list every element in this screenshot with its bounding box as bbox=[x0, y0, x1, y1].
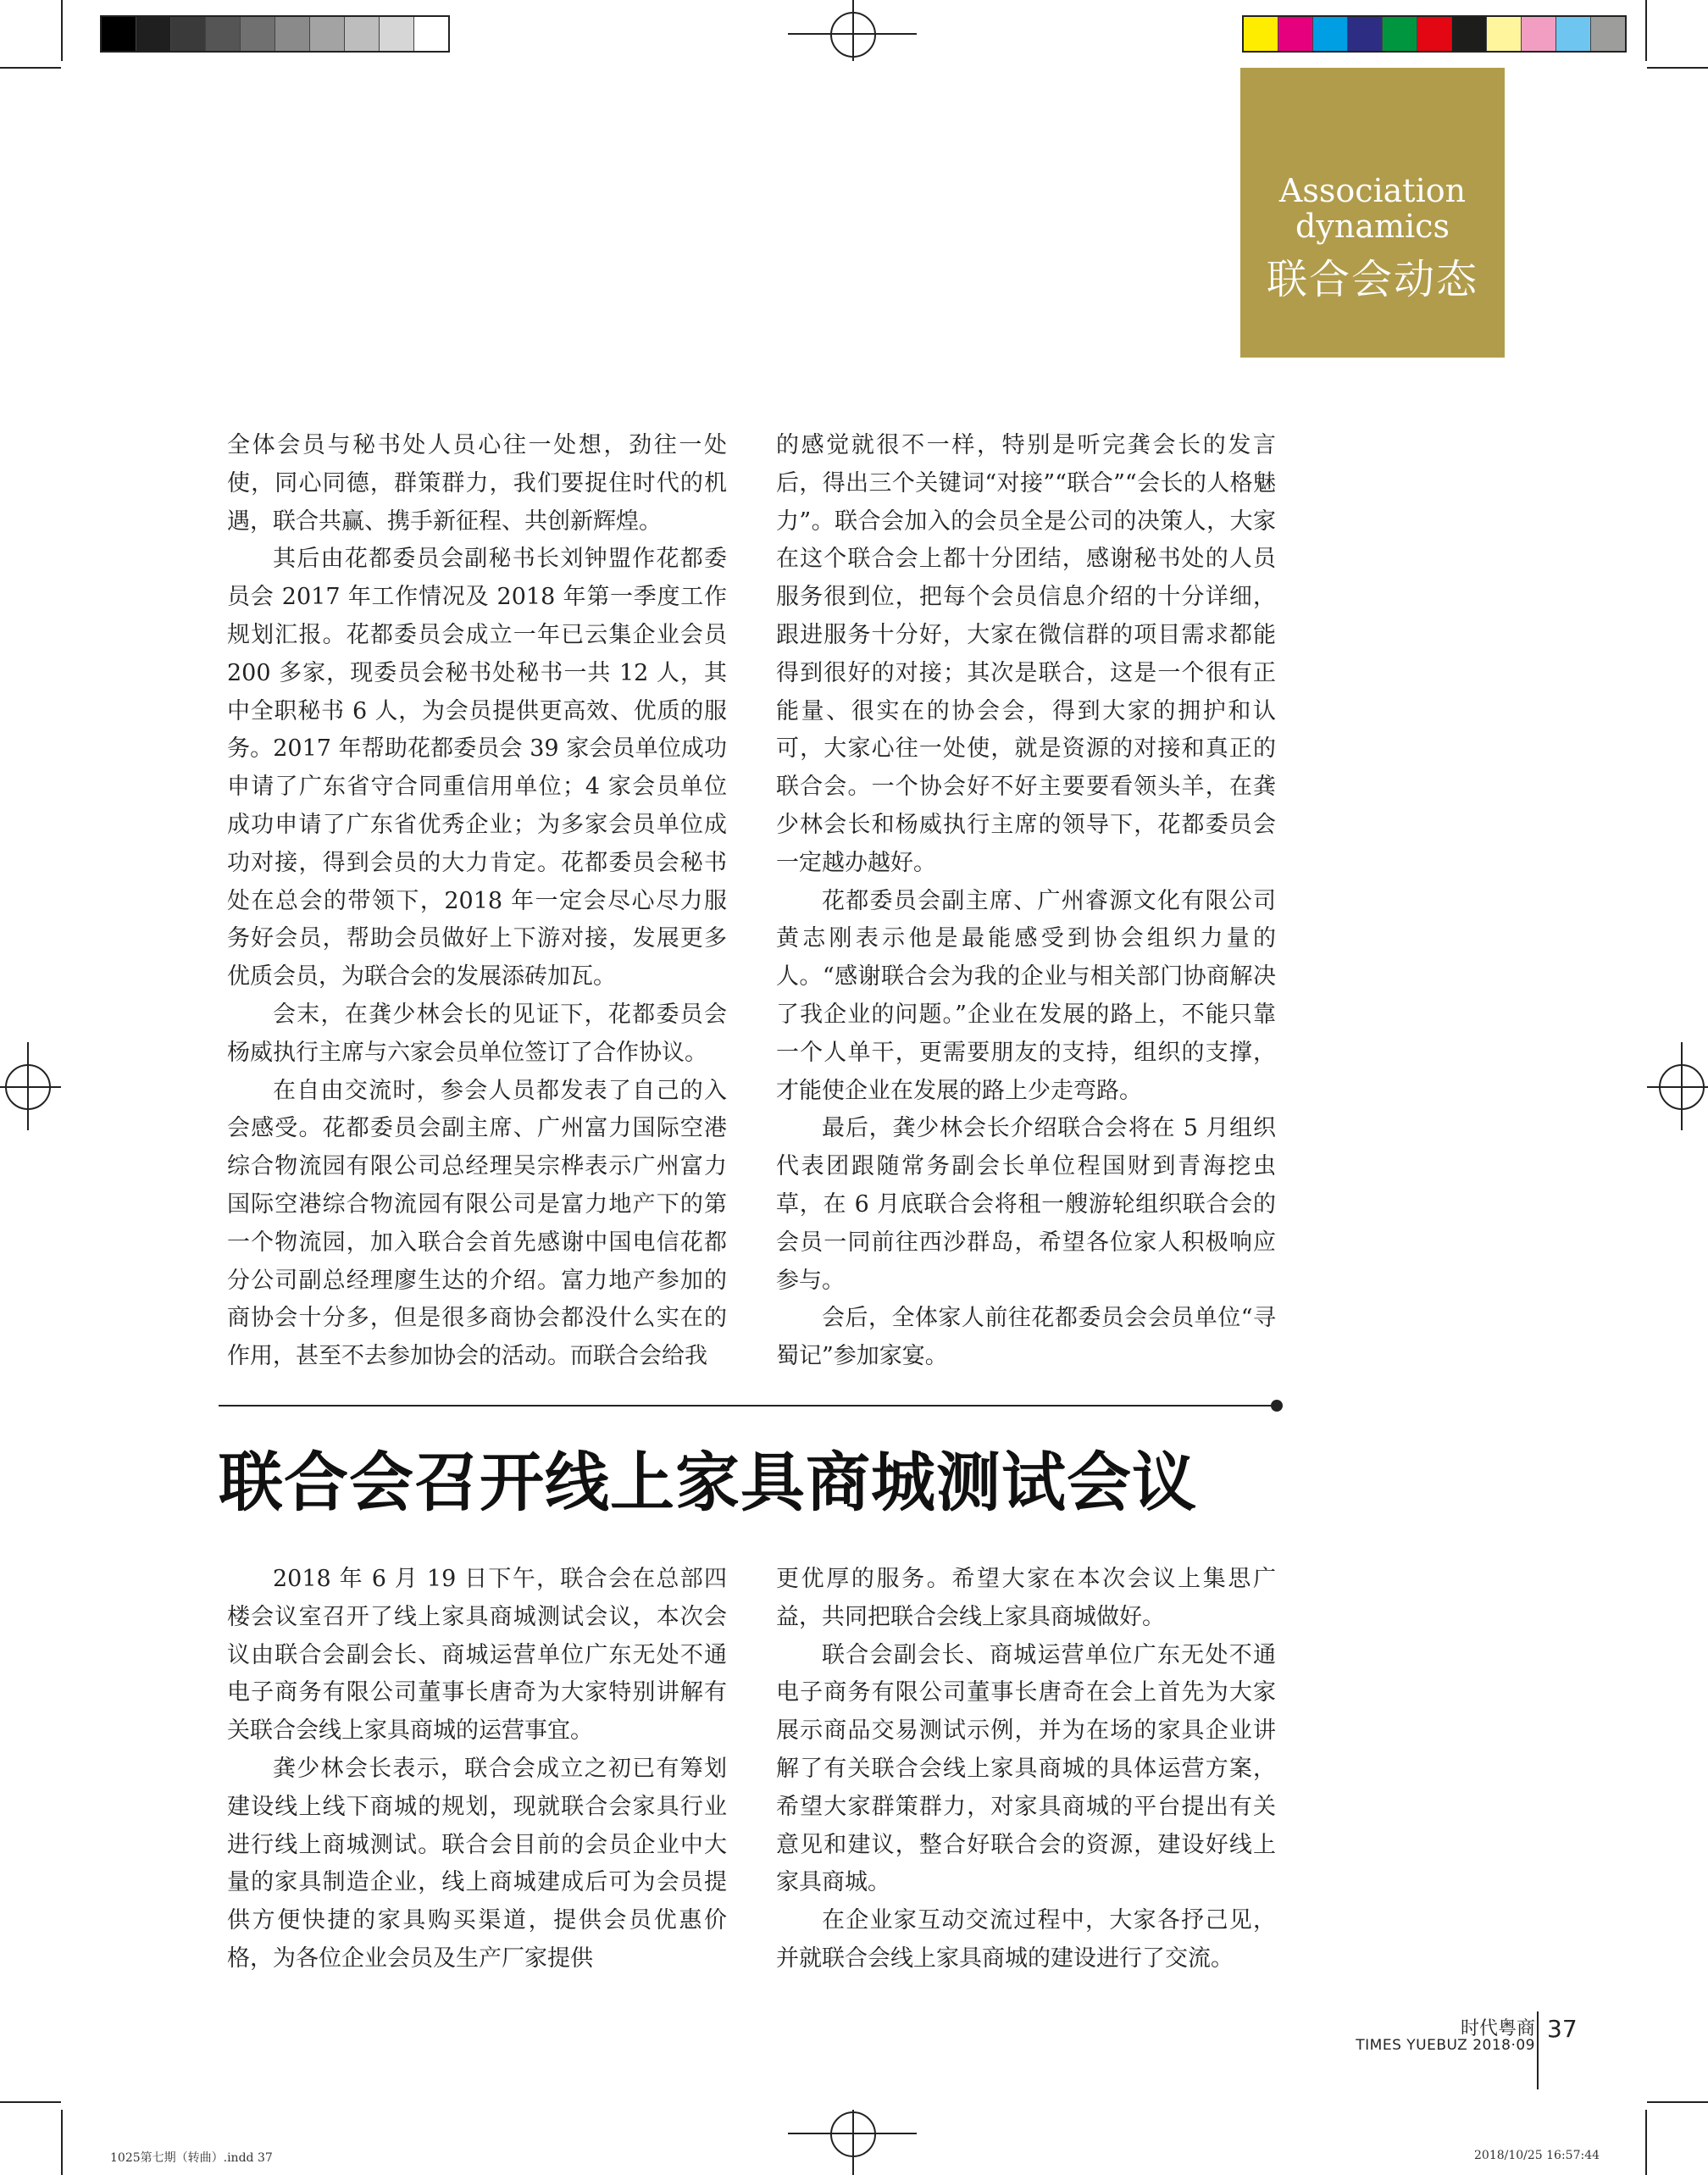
article1-paragraph: 全体会员与秘书处人员心往一处想，劲往一处使，同心同德，群策群力，我们要捉住时代的机遇，联合共赢、携手新征程、共创新辉煌。 bbox=[227, 432, 727, 535]
process-swatch bbox=[1278, 17, 1313, 51]
article1-right-column bbox=[776, 427, 1276, 1376]
article1-paragraph: 的感觉就很不一样，特别是听完龚会长的发言后，得出三个关键词“对接”“联合”“会长的人格魅力”。联合会加入的会员全是公司的决策人，大家在这个联合会上都十分团结，感谢秘书处的人员服务很到位，把每个会员信息介绍的十分详细，跟进服务十分好，大家在微信群的项目需求都能得到很好的对接；其次是联合，这是一个很有正能量、很实在的协会会，得到大家的拥护和认可，大家心往一处使，就是资源的对接和真正的联合会。一个协会好不好主要要看领头羊，在龚少林会长和杨威执行主席的领导下，花都委员会一定越办越好。 bbox=[776, 432, 1276, 876]
process-swatch bbox=[1244, 17, 1278, 51]
slug-timestamp: 2018/10/25 16:57:44 bbox=[1474, 2149, 1600, 2162]
process-swatch bbox=[1591, 17, 1625, 51]
article2-headline: 联合会召开线上家具商城测试会议 bbox=[219, 1445, 1197, 1520]
gray-swatch bbox=[102, 17, 136, 51]
article2-paragraph: 联合会副会长、商城运营单位广东无处不通电子商务有限公司董事长唐奇在会上首先为大家展示商品交易测试示例，并为在场的家具企业讲解了有关联合会线上家具商城的具体运营方案，希望大家群策群力，对家具商城的平台提出有关意见和建议，整合好联合会的资源，建设好线上家具商城。 bbox=[776, 1641, 1276, 1896]
process-color-bar bbox=[1242, 15, 1627, 53]
process-swatch bbox=[1522, 17, 1556, 51]
gray-swatch bbox=[380, 17, 414, 51]
magazine-name-en: TIMES YUEBUZ 2018·09 bbox=[1356, 2037, 1535, 2054]
article1-paragraph: 其后由花都委员会副秘书长刘钟盟作花都委员会 2017 年工作情况及 2018 年第一季度工作规划汇报。花都委员会成立一年已云集企业会员 200 多家，现委员会秘书处秘书一共 12 人，其中全职秘书 6 人，为会员提供更高效、优质的服务。2017 年帮助花都委员会 39 家会员单位成功申请了广东省守合同重信用单位；4 家会员单位成功申请了广东省优秀企业；为多家会员单位成功对接，得到会员的大力肯定。花都委员会秘书处在总会的带领下，2018 年一定会尽心尽力服务好会员，帮助会员做好上下游对接，发展更多优质会员，为联合会的发展添砖加瓦。 bbox=[227, 546, 727, 990]
article2-right-column bbox=[776, 1561, 1276, 1978]
gray-swatch bbox=[310, 17, 345, 51]
article2-paragraph: 更优厚的服务。希望大家在本次会议上集思广益，共同把联合会线上家具商城做好。 bbox=[776, 1566, 1276, 1630]
section-title-cn: 联合会动态 bbox=[1266, 256, 1478, 303]
article1-paragraph: 会末，在龚少林会长的见证下，花都委员会杨威执行主席与六家会员单位签订了合作协议。 bbox=[227, 1001, 727, 1066]
section-title-en-line1: Association bbox=[1278, 172, 1467, 209]
gray-swatch bbox=[275, 17, 310, 51]
page-number-rule bbox=[1537, 2011, 1539, 2089]
process-swatch bbox=[1556, 17, 1591, 51]
gray-swatch bbox=[206, 17, 241, 51]
page-number: 37 bbox=[1547, 2015, 1578, 2043]
gray-swatch bbox=[136, 17, 171, 51]
divider-dot bbox=[1271, 1400, 1283, 1412]
article1-paragraph: 花都委员会副主席、广州睿源文化有限公司黄志刚表示他是最能感受到协会组织力量的人。“感谢联合会为我的企业与相关部门协商解决了我企业的问题。”企业在发展的路上，不能只靠一个人单干，更需要朋友的支持，组织的支撑，才能使企业在发展的路上少走弯路。 bbox=[776, 887, 1276, 1104]
article1-paragraph: 会后，全体家人前往花都委员会会员单位“寻蜀记”参加家宴。 bbox=[776, 1305, 1276, 1370]
article-divider-rule bbox=[219, 1405, 1276, 1407]
article2-paragraph: 2018 年 6 月 19 日下午，联合会在总部四楼会议室召开了线上家具商城测试会议，本次会议由联合会副会长、商城运营单位广东无处不通电子商务有限公司董事长唐奇为大家特别讲解有关联合会线上家具商城的运营事宜。 bbox=[227, 1566, 727, 1745]
article2-paragraph: 龚少林会长表示，联合会成立之初已有筹划建设线上线下商城的规划，现就联合会家具行业进行线上商城测试。联合会目前的会员企业中大量的家具制造企业，线上商城建成后可为会员提供方便快捷的家具购买渠道，提供会员优惠价格，为各位企业会员及生产厂家提供 bbox=[227, 1755, 727, 1972]
gray-swatch bbox=[345, 17, 380, 51]
process-swatch bbox=[1348, 17, 1383, 51]
gray-swatch bbox=[171, 17, 206, 51]
section-title-en-line2: dynamics bbox=[1295, 208, 1450, 245]
article2-paragraph: 在企业家互动交流过程中，大家各抒己见，并就联合会线上家具商城的建设进行了交流。 bbox=[776, 1907, 1276, 1972]
article1-left-column bbox=[227, 427, 727, 1376]
article1-paragraph: 最后，龚少林会长介绍联合会将在 5 月组织代表团跟随常务副会长单位程国财到青海挖虫草，在 6 月底联合会将租一艘游轮组织联合会的会员一同前往西沙群岛，希望各位家人积极响应参与。 bbox=[776, 1115, 1276, 1294]
magazine-name-cn: 时代粤商 bbox=[1460, 2018, 1535, 2039]
article1-paragraph: 在自由交流时，参会人员都发表了自己的入会感受。花都委员会副主席、广州富力国际空港综合物流园有限公司总经理吴宗桦表示广州富力国际空港综合物流园有限公司是富力地产下的第一个物流园，加入联合会首先感谢中国电信花都分公司副总经理廖生达的介绍。富力地产参加的商协会十分多，但是很多商协会都没什么实在的作用，甚至不去参加协会的活动。而联合会给我 bbox=[227, 1077, 727, 1370]
slug-filename: 1025第七期（转曲）.indd 37 bbox=[110, 2151, 273, 2165]
section-label-box bbox=[1240, 68, 1505, 358]
process-swatch bbox=[1383, 17, 1417, 51]
process-swatch bbox=[1487, 17, 1522, 51]
gray-swatch bbox=[241, 17, 275, 51]
process-swatch bbox=[1417, 17, 1452, 51]
section-title-en bbox=[1240, 173, 1505, 244]
process-swatch bbox=[1313, 17, 1348, 51]
article2-left-column bbox=[227, 1561, 727, 1978]
gray-swatch bbox=[414, 17, 448, 51]
process-swatch bbox=[1452, 17, 1487, 51]
grayscale-color-bar bbox=[100, 15, 450, 53]
